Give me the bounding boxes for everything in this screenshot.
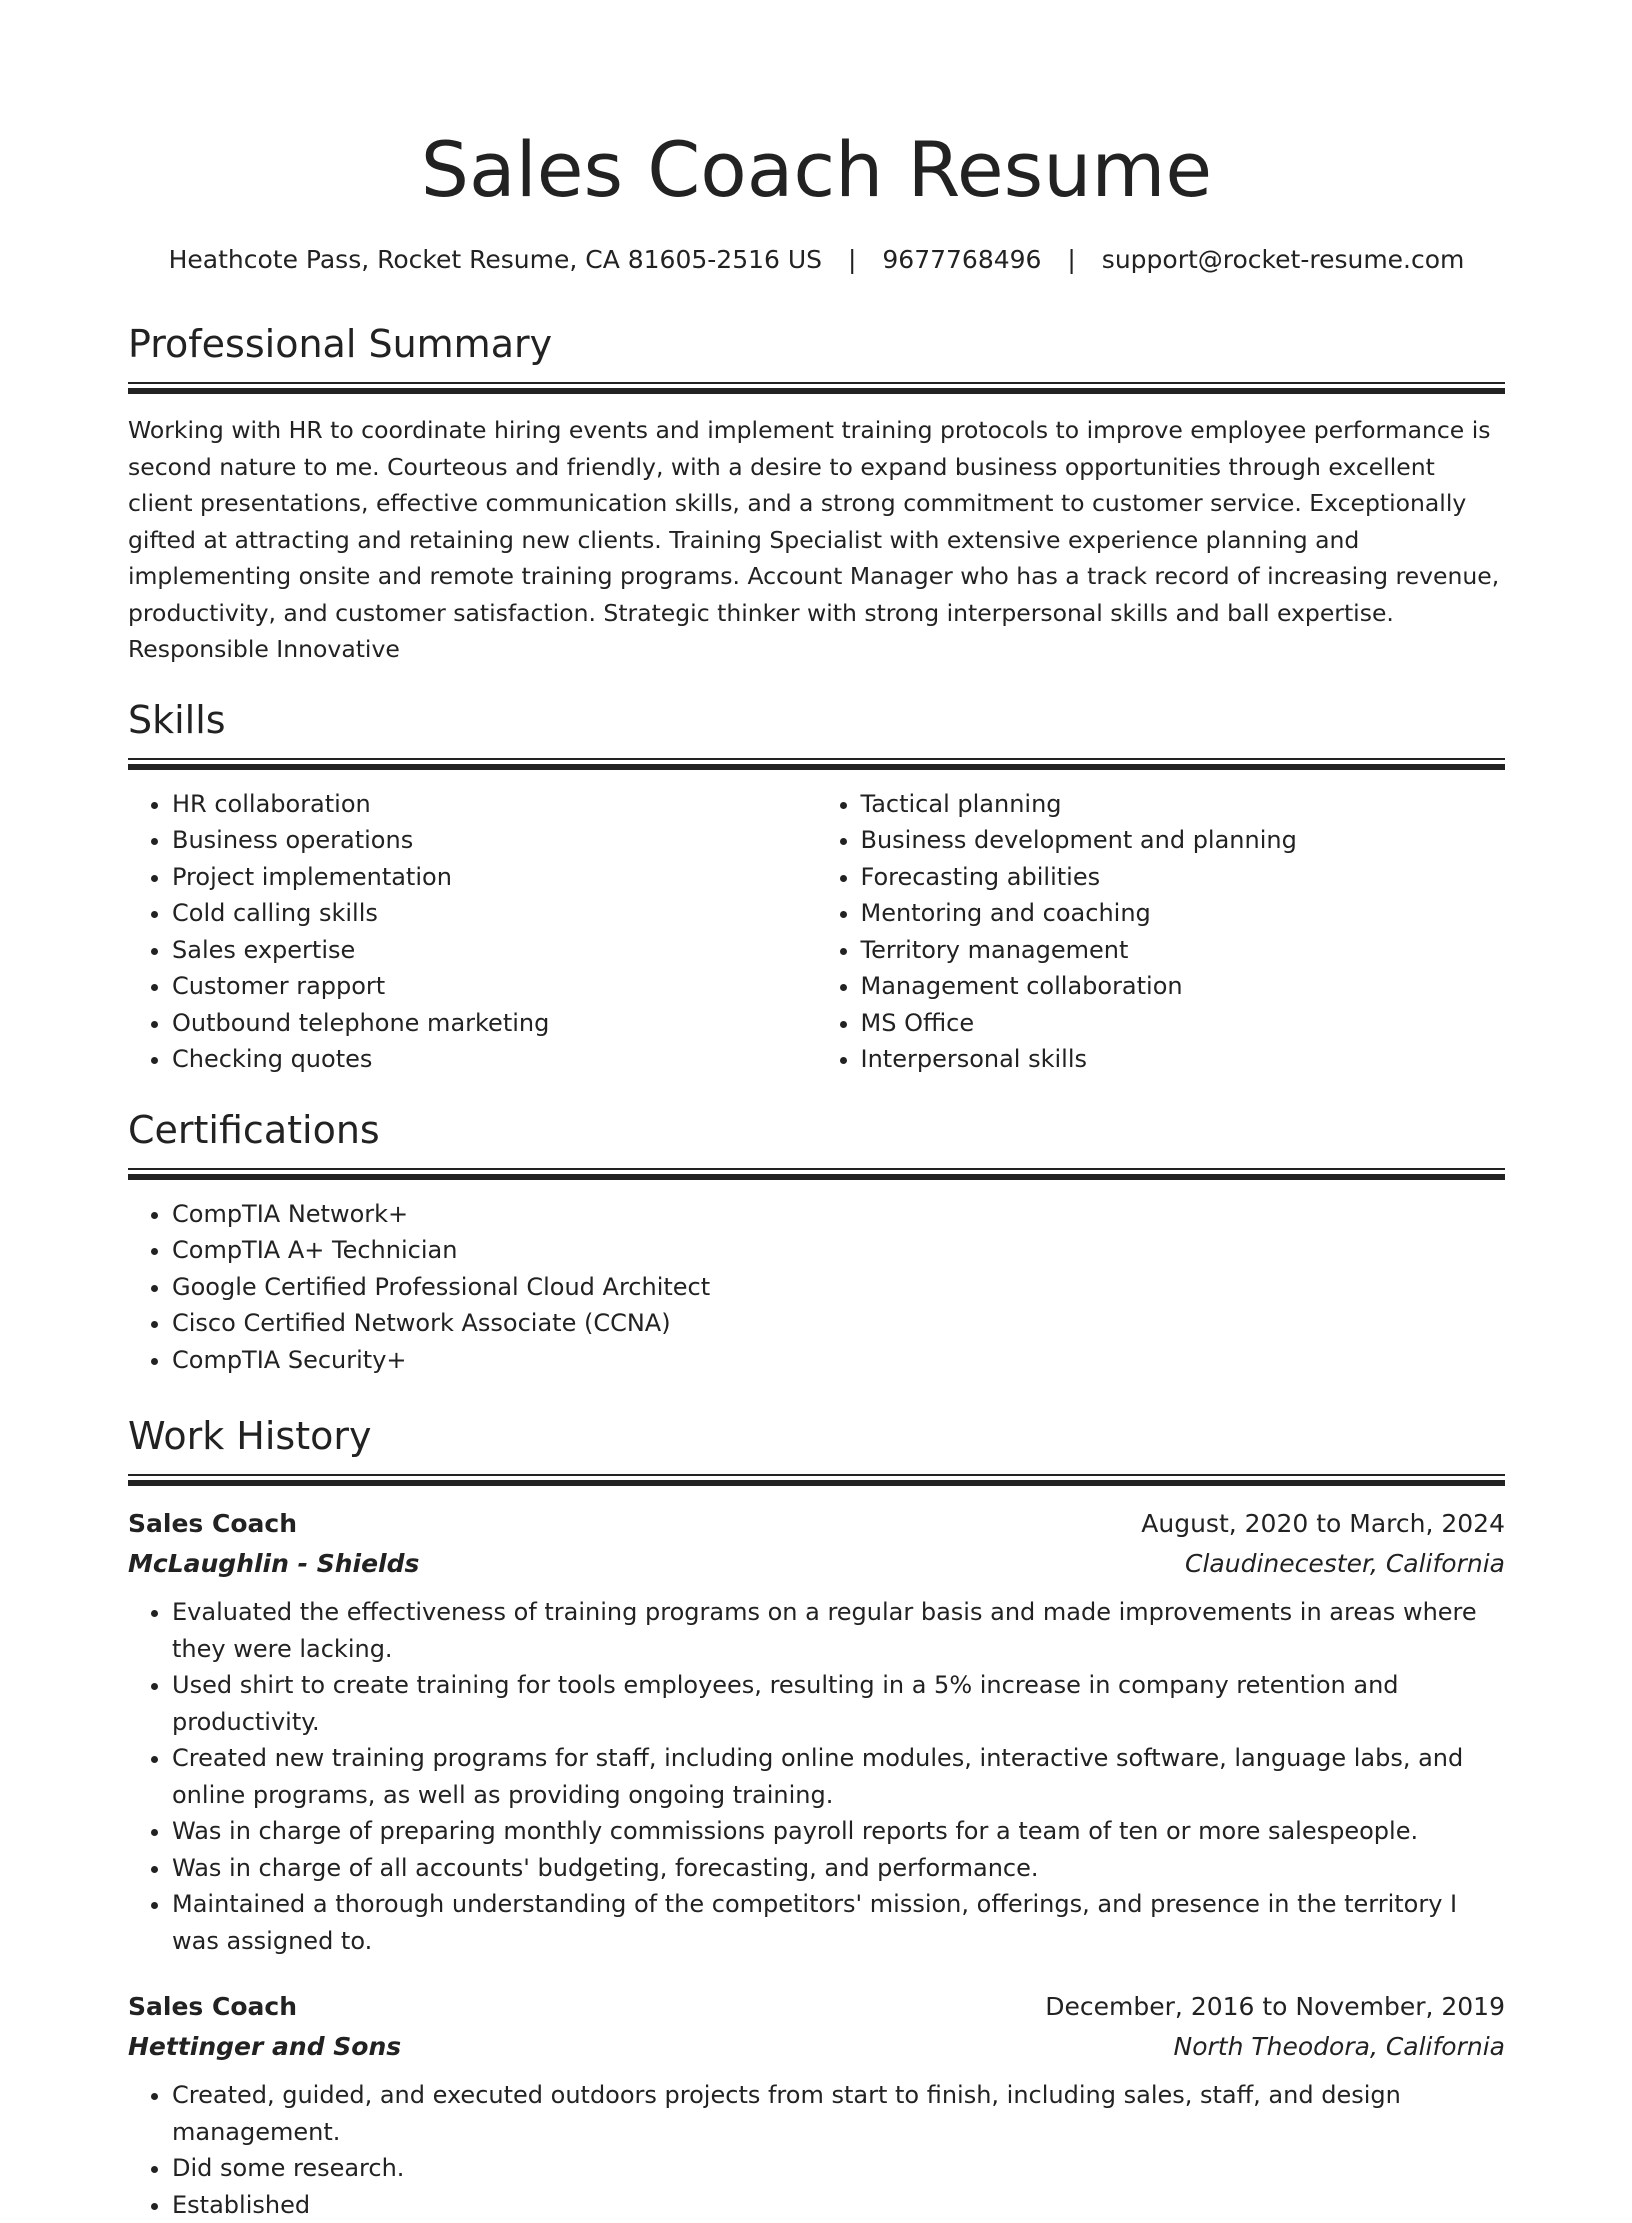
certification-item: • Google Certified Professional Cloud Architect (172, 1269, 1505, 1306)
contact-email: support@rocket-resume.com (1102, 245, 1465, 274)
section-rule (128, 382, 1505, 394)
job-bullet: • Maintained a thorough understanding of the competitors' mission, offerings, and presence in the territory I was assigned to. (172, 1886, 1505, 1959)
skill-item: • Business operations (172, 822, 817, 859)
section-rule (128, 758, 1505, 770)
job-bullet: • Was in charge of preparing monthly commissions payroll reports for a team of ten or more salespeople. (172, 1813, 1505, 1850)
job-bullet: • Created new training programs for staff, including online modules, interactive software, language labs, and online programs, as well as providing ongoing training. (172, 1740, 1505, 1813)
job-entry (128, 1987, 1505, 2223)
skill-item: • Customer rapport (172, 968, 817, 1005)
skill-item: • HR collaboration (172, 786, 817, 823)
job-bullets (128, 2077, 1505, 2223)
certification-item: • Cisco Certified Network Associate (CCNA) (172, 1305, 1505, 1342)
contact-address: Heathcote Pass, Rocket Resume, CA 81605-2516 US (169, 245, 822, 274)
skill-item: • Mentoring and coaching (861, 895, 1506, 932)
certifications-list (128, 1196, 1505, 1379)
certification-item: • CompTIA A+ Technician (172, 1232, 1505, 1269)
skill-item: • Cold calling skills (172, 895, 817, 932)
section-title-summary: Professional Summary (128, 320, 1505, 368)
skill-item: • Project implementation (172, 859, 817, 896)
certifications-section (128, 1106, 1505, 1379)
job-bullet: • Was in charge of all accounts' budgeting, forecasting, and performance. (172, 1850, 1505, 1887)
job-bullet: • Used shirt to create training for tools employees, resulting in a 5% increase in company retention and productivity. (172, 1667, 1505, 1740)
job-location: North Theodora, California (1174, 2027, 1505, 2067)
job-dates: December, 2016 to November, 2019 (1045, 1987, 1505, 2027)
skills-list-right (817, 786, 1506, 1078)
work-section (128, 1412, 1505, 2223)
contact-phone: 9677768496 (882, 245, 1041, 274)
skill-item: • Tactical planning (861, 786, 1506, 823)
skill-item: • Outbound telephone marketing (172, 1005, 817, 1042)
job-header (128, 1987, 1505, 2027)
section-title-skills: Skills (128, 696, 1505, 744)
job-entry (128, 1504, 1505, 1959)
summary-section (128, 320, 1505, 668)
job-subheader (128, 1544, 1505, 1584)
skill-item: • Management collaboration (861, 968, 1506, 1005)
skill-item: • Sales expertise (172, 932, 817, 969)
job-bullet: • Established (172, 2187, 1505, 2223)
job-dates: August, 2020 to March, 2024 (1141, 1504, 1505, 1544)
certification-item: • CompTIA Security+ (172, 1342, 1505, 1379)
job-bullet: • Did some research. (172, 2150, 1505, 2187)
section-rule (128, 1168, 1505, 1180)
skills-columns (128, 786, 1505, 1078)
skill-item: • Checking quotes (172, 1041, 817, 1078)
skills-list-left (128, 786, 817, 1078)
section-title-certifications: Certifications (128, 1106, 1505, 1154)
contact-separator: | (848, 244, 856, 276)
contact-separator: | (1067, 244, 1075, 276)
skill-item: • Business development and planning (861, 822, 1506, 859)
job-subheader (128, 2027, 1505, 2067)
certification-item: • CompTIA Network+ (172, 1196, 1505, 1233)
job-header (128, 1504, 1505, 1544)
job-company: McLaughlin - Shields (128, 1544, 419, 1584)
section-rule (128, 1474, 1505, 1486)
skills-section (128, 696, 1505, 1078)
job-location: Claudinecester, California (1185, 1544, 1505, 1584)
contact-line (128, 244, 1505, 276)
job-bullet: • Created, guided, and executed outdoors projects from start to finish, including sales, staff, and design management. (172, 2077, 1505, 2150)
job-bullets (128, 1594, 1505, 1959)
resume-page (128, 0, 1505, 2223)
skill-item: • MS Office (861, 1005, 1506, 1042)
section-title-work-history: Work History (128, 1412, 1505, 1460)
job-company: Hettinger and Sons (128, 2027, 401, 2067)
summary-text: Working with HR to coordinate hiring events and implement training protocols to improve employee performance is second nature to me. Courteous and friendly, with a desire to expand business opportunities through excellent client presentations, effective communication skills, and a strong commitment to customer service. Exceptionally gifted at attracting and retaining new clients. Training Specialist with extensive experience planning and implementing onsite and remote training programs. Account Manager who has a track record of increasing revenue, productivity, and customer satisfaction. Strategic thinker with strong interpersonal skills and ball expertise. Responsible Innovative (128, 412, 1505, 668)
skill-item: • Territory management (861, 932, 1506, 969)
job-title: Sales Coach (128, 1987, 297, 2027)
skill-item: • Interpersonal skills (861, 1041, 1506, 1078)
skill-item: • Forecasting abilities (861, 859, 1506, 896)
resume-title: Sales Coach Resume (128, 0, 1505, 220)
job-title: Sales Coach (128, 1504, 297, 1544)
job-bullet: • Evaluated the effectiveness of training programs on a regular basis and made improvements in areas where they were lacking. (172, 1594, 1505, 1667)
